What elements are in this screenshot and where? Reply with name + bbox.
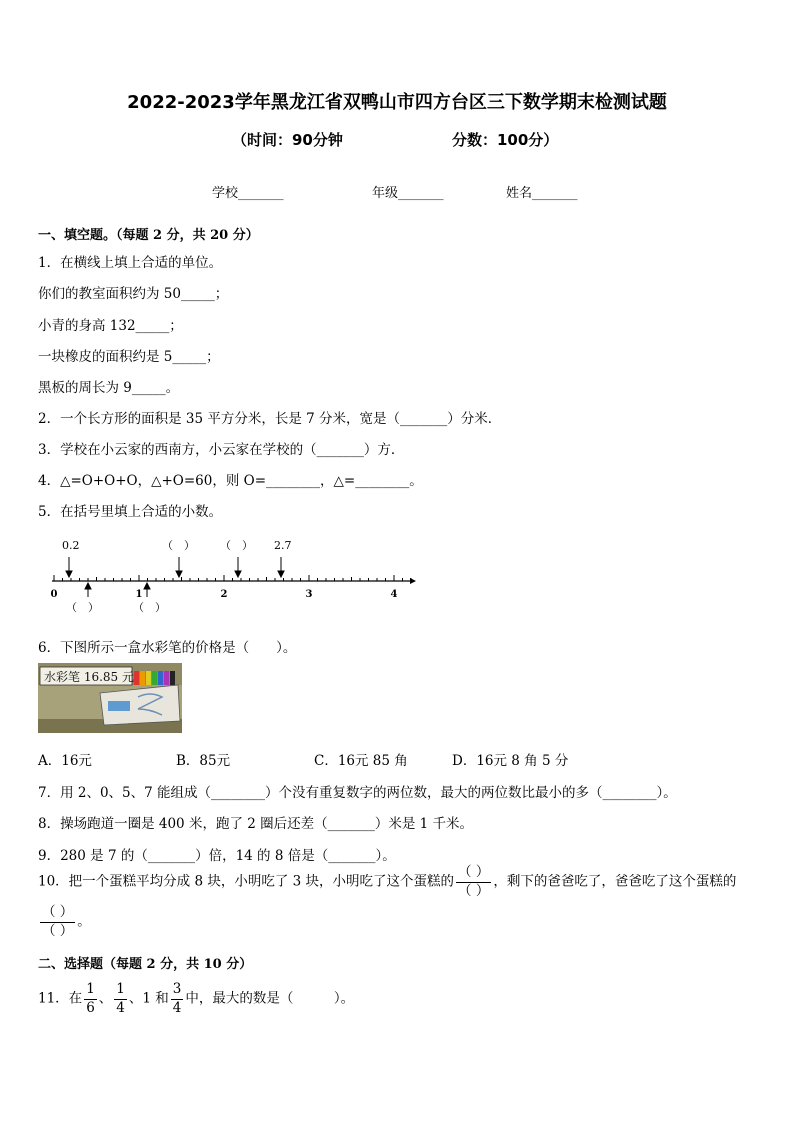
q10-fraction-1 <box>456 866 491 898</box>
q8: 8．操场跑道一圈是 400 米，跑了 2 圈后还差（_______）米是 1 千米。 <box>38 816 474 832</box>
q6-option-b: B．85元 <box>176 753 231 769</box>
q10-frac1-num: （ ） <box>456 866 491 883</box>
q4: 4．△=O+O+O，△+O=60，则 O=________，△=________。 <box>38 473 423 489</box>
tick-label-2: 2 <box>220 589 228 600</box>
q10-line1 <box>38 866 736 898</box>
pen-tips <box>134 671 175 685</box>
section1-title: 一、填空题。（每题 2 分，共 20 分） <box>38 228 259 243</box>
q10-part1: 10．把一个蛋糕平均分成 8 块，小明吃了 3 块，小明吃了这个蛋糕的 <box>38 873 455 890</box>
q11-fraction-3: $\frac{3}{4}$ <box>172 981 182 1016</box>
q11-mid: 、1 和 <box>128 990 169 1007</box>
q11-fraction-2: $\frac{1}{4}$ <box>116 981 125 1016</box>
tick-label-4: 4 <box>390 589 398 600</box>
exam-score: 分数：100分） <box>452 131 559 149</box>
q10-line2 <box>38 906 91 938</box>
q6-stem: 6．下图所示一盒水彩笔的价格是（ ）。 <box>38 640 297 656</box>
q10-fraction-2 <box>40 906 75 938</box>
q11-suffix: 中，最大的数是（ ）。 <box>185 990 355 1007</box>
q1-b: 小青的身高 132_____； <box>38 318 183 334</box>
blank-3: （ ） <box>66 601 99 614</box>
q10-frac1-den: （ ） <box>458 882 490 899</box>
q1-a: 你们的教室面积约为 50_____； <box>38 286 229 302</box>
q6-option-a: A．16元 <box>38 753 92 769</box>
q7: 7．用 2、0、5、7 能组成（________）个没有重复数字的两位数，最大的两位数比最小的多（________）。 <box>38 785 677 801</box>
school-field: 学校_______ <box>212 186 284 201</box>
section2-title: 二、选择题（每题 2 分，共 10 分） <box>38 957 253 972</box>
price-label: 水彩笔 16.85 元 <box>44 670 134 684</box>
q10-part2: ，剩下的爸爸吃了，爸爸吃了这个蛋糕的 <box>493 873 737 890</box>
tick-label-3: 3 <box>305 589 313 600</box>
tick-label-0: 0 <box>50 589 58 600</box>
tick-label-1: 1 <box>135 589 143 600</box>
tick-marks <box>54 575 411 581</box>
grade-field: 年级_______ <box>372 186 444 201</box>
q11-sep1: 、 <box>98 990 113 1007</box>
q11-fraction-1: $\frac{1}{6}$ <box>86 981 95 1016</box>
q10-end: 。 <box>77 913 91 930</box>
q1-d: 黑板的周长为 9_____。 <box>38 380 180 396</box>
name-field: 姓名_______ <box>506 186 578 201</box>
q6-option-d: D．16元 8 角 5 分 <box>452 753 569 769</box>
exam-time: （时间：90分钟 <box>232 131 343 149</box>
q10-frac2-den: （ ） <box>42 922 74 939</box>
tick-labels <box>51 589 398 600</box>
number-line-figure <box>38 535 418 617</box>
blank-4: （ ） <box>133 601 166 614</box>
q6-option-c: C．16元 85 角 <box>314 753 408 769</box>
label-end: 2.7 <box>274 539 292 552</box>
q1-stem: 1．在横线上填上合适的单位。 <box>38 255 223 271</box>
watercolor-pen-box-image <box>38 663 182 733</box>
q1-c: 一块橡皮的面积约是 5_____； <box>38 349 220 365</box>
q9: 9．280 是 7 的（_______）倍，14 的 8 倍是（_______）。 <box>38 848 396 864</box>
label-start: 0.2 <box>62 539 80 552</box>
q2: 2．一个长方形的面积是 35 平方分米，长是 7 分米，宽是（_______）分米． <box>38 411 502 427</box>
page-title: 2022-2023学年黑龙江省双鸭山市四方台区三下数学期末检测试题 <box>127 92 667 113</box>
down-arrows <box>66 557 284 577</box>
axis-arrowhead <box>410 578 416 584</box>
blank-1: （ ） <box>162 539 195 552</box>
q10-frac2-num: （ ） <box>40 906 75 923</box>
q11 <box>38 983 354 1015</box>
q3: 3．学校在小云家的西南方，小云家在学校的（_______）方． <box>38 442 405 458</box>
q11-prefix: 11．在 <box>38 990 83 1007</box>
q5-stem: 5．在括号里填上合适的小数。 <box>38 504 223 520</box>
blank-2: （ ） <box>220 539 253 552</box>
